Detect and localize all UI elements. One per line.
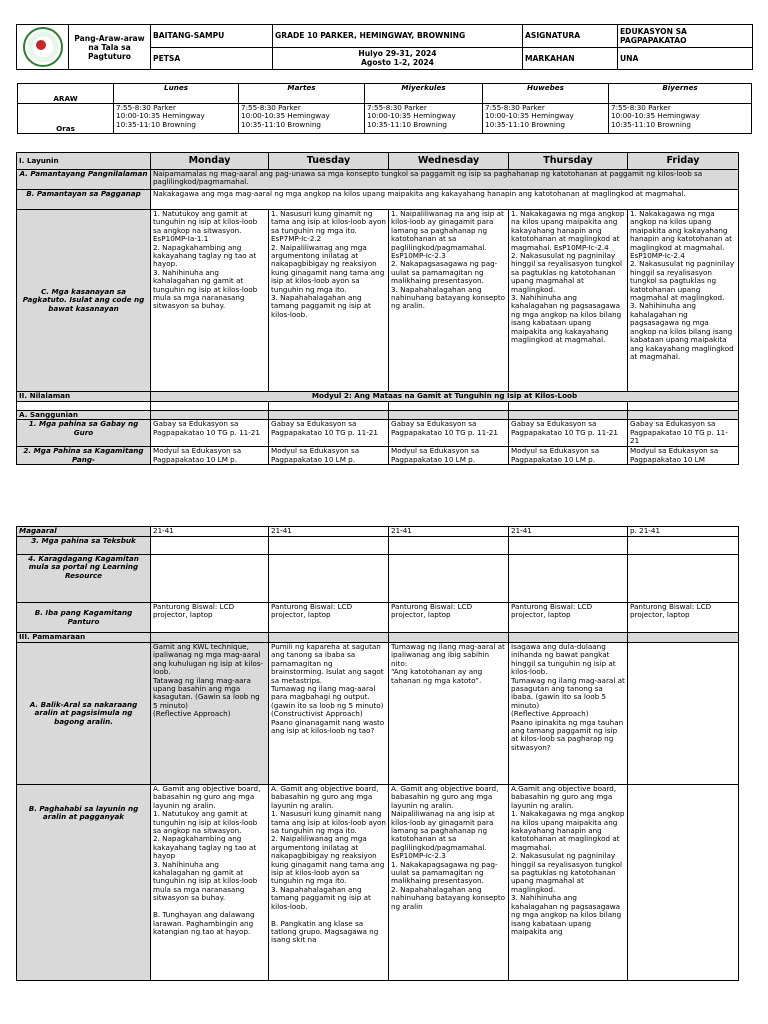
- schedule-day-biyernes: Biyernes: [609, 84, 752, 104]
- nilalaman-title: Modyul 2: Ang Mataas na Gamit at Tunguhin ng Isip at Kilos-Loob: [151, 392, 739, 402]
- balik-aral-cell: Tumawag ng ilang mag-aaral at ipaliwanag ang ibig sabihin nito: “Ang katotohanan ay ang tahanan ng mga katoto”.: [389, 643, 509, 785]
- kasanayan-cell: 1. Naipaliliwanag na ang isip at kilos-loob ay ginagamit para lamang sa paghahanap ng katotohanan at sa paglilingkod/pagmamahal. EsP10MP-Ic-2.3 2. Nakapagsasagawa ng pag-uulat sa pamamagitan ng malikhaing presentasyon. 3. Napahahalagahan ang nahinuhang batayang konsepto ng aralin.: [389, 210, 509, 392]
- karagdagang-label: 4. Karagdagang Kagamitan mula sa portal ng Learning Resource: [17, 555, 151, 603]
- gabay-cell: Gabay sa Edukasyon sa Pagpapakatao 10 TG p. 11-21: [509, 420, 628, 447]
- plan-day-wednesday: Wednesday: [389, 153, 509, 170]
- kagamitan-label-cont: Magaaral: [17, 527, 151, 537]
- quarter-value: UNA: [618, 47, 753, 70]
- pamantayan-pagganap-label: B. Pamantayan sa Pagganap: [17, 190, 151, 210]
- kagamitan-label: 2. Mga Pahina sa Kagamitang Pang-: [17, 447, 151, 465]
- schedule-time: 7:55-8:30 Parker 10:00-10:35 Hemingway 10:35-11:10 Browning: [483, 104, 609, 134]
- schedule-time: 7:55-8:30 Parker 10:00-10:35 Hemingway 10:35-11:10 Browning: [239, 104, 365, 134]
- kagamitan-pages: 21-41: [509, 527, 628, 537]
- time-label: Oras: [18, 104, 114, 134]
- paghahabi-cell: [628, 785, 739, 981]
- schedule-day-lunes: Lunes: [114, 84, 239, 104]
- balik-aral-cell: Pumili ng kapareha at sagutan ang tanong sa ibaba sa pamamagitan ng brainstorming. Isulat ang sagot sa metastrips. Tumawag ng ilang mag-aaral para magbahagi ng output. (gawin ito sa loob ng 5 minuto) (Constructivist Approach) Paano ginanagamit nang wasto ang isip at kilos-loob ng tao?: [269, 643, 389, 785]
- grade-label: BAITANG-SAMPU: [151, 25, 273, 48]
- plan-day-tuesday: Tuesday: [269, 153, 389, 170]
- kagamitan-cell: Modyul sa Edukasyon sa Pagpapakatao 10 LM p.: [509, 447, 628, 465]
- pamantayan-pagganap: Nakakagawa ang mga mag-aaral ng mga angkop na kilos upang maipakita ang kakayahang hanapin ang katotohanan at maglingkod at magmahal.: [151, 190, 739, 210]
- iba-pang-label: B. Iba pang Kagamitang Panturo: [17, 603, 151, 633]
- lesson-plan-table: [16, 152, 739, 465]
- kagamitan-pages: 21-41: [151, 527, 269, 537]
- kagamitan-cell: Modyul sa Edukasyon sa Pagpapakatao 10 LM p.: [151, 447, 269, 465]
- iba-pang-cell: Panturong Biswal: LCD projector, laptop: [269, 603, 389, 633]
- schedule-table: [17, 83, 752, 134]
- date-label: PETSA: [151, 47, 273, 70]
- school-seal-cell: [17, 25, 69, 70]
- schedule-day-miyerkules: Miyerkules: [365, 84, 483, 104]
- pamantayang-pangnilalaman: Naipamamalas ng mag-aaral ang pag-unawa sa mga konsepto tungkol sa paggamit ng isip sa paghahanap ng katotohanan at paggamit ng kilos-loob sa paglilingkod/pagmamahal.: [151, 170, 739, 190]
- paghahabi-cell: A. Gamit ang objective board, babasahin ng guro ang mga layunin ng aralin. 1. Natutukoy ang gamit at tunguhin ng isip at kilos-loob sa angkop na sitwasyon. 2. Napagkahambing ang kakayahang taglay ng tao at hayop 3. Nahihinuha ang kahalagahan ng gamit at tunguhin ng isip at kilos-loob mula sa mga naranasang sitwasyon sa buhay. B. Tunghayan ang dalawang larawan. Paghambingin ang katangian ng tao at hayop.: [151, 785, 269, 981]
- iba-pang-cell: Panturong Biswal: LCD projector, laptop: [151, 603, 269, 633]
- kasanayan-label: C. Mga kasanayan sa Pagkatuto. Isulat ang code ng bawat kasanayan: [17, 210, 151, 392]
- iba-pang-cell: Panturong Biswal: LCD projector, laptop: [628, 603, 739, 633]
- lesson-plan-table-continued: [16, 526, 739, 981]
- gabay-cell: Gabay sa Edukasyon sa Pagpapakatao 10 TG p. 11-21: [151, 420, 269, 447]
- paghahabi-label: B. Paghahabi sa layunin ng aralin at pagganyak: [17, 785, 151, 981]
- schedule-time: 7:55-8:30 Parker 10:00-10:35 Hemingway 10:35-11:10 Browning: [365, 104, 483, 134]
- schedule-time: 7:55-8:30 Parker 10:00-10:35 Hemingway 10:35-11:10 Browning: [114, 104, 239, 134]
- grade-value: GRADE 10 PARKER, HEMINGWAY, BROWNING: [273, 25, 523, 48]
- schedule-day-huwebes: Huwebes: [483, 84, 609, 104]
- kagamitan-pages: 21-41: [389, 527, 509, 537]
- nilalaman-label: II. Nilalaman: [17, 392, 151, 402]
- school-seal-logo: [23, 27, 63, 67]
- kagamitan-cell: Modyul sa Edukasyon sa Pagpapakatao 10 LM: [628, 447, 739, 465]
- iba-pang-cell: Panturong Biswal: LCD projector, laptop: [389, 603, 509, 633]
- pamamaraan-label: III. Pamamaraan: [17, 633, 151, 643]
- subject-value: EDUKASYON SA PAGPAPAKATAO: [618, 25, 753, 48]
- balik-aral-cell: Gamit ang KWL technique, ipaliwanag ng mga mag-aaral ang kuhulugan ng isip at kilos-loob. Tatawag ng ilang mag-aara upang basahin ang mga kasagutan. (Gawin sa loob ng 5 minuto) (Reflective Approach): [151, 643, 269, 785]
- header-table: [16, 24, 753, 70]
- pamantayang-pangnilalaman-label: A. Pamantayang Pangnilalaman: [17, 170, 151, 190]
- schedule-day-martes: Martes: [239, 84, 365, 104]
- schedule-time: 7:55-8:30 Parker 10:00-10:35 Hemingway 10:35-11:10 Browning: [609, 104, 752, 134]
- iba-pang-cell: Panturong Biswal: LCD projector, laptop: [509, 603, 628, 633]
- balik-aral-label: A. Balik-Aral sa nakaraang aralin at pagsisimula ng bagong aralin.: [17, 643, 151, 785]
- plan-day-monday: Monday: [151, 153, 269, 170]
- kasanayan-cell: 1. Natutukoy ang gamit at tunguhin ng isip at kilos-loob sa angkop na sitwasyon. EsP10MP-Ia-1.1 2. Napagkahambing ang kakayahang taglay ng tao at hayop. 3. Nahihinuha ang kahalagahan ng gamit at tunguhin ng isip at kilos-loob mula sa mga naranasang sitwasyon sa buhay.: [151, 210, 269, 392]
- day-label: ARAW: [18, 84, 114, 104]
- paghahabi-cell: A. Gamit ang objective board, babasahin ng guro ang mga layunin ng aralin. 1. Nasusuri kung ginamit nang tama ang isip at kilos-loob ayon sa tunguhin ng mga ito. 2. Naipaliliwanag ang mga argumentong inilatag at nakapagbibigay ng reaksiyon kung ginagamit nang tama ang isip at kilos-loob ayon sa tunguhin ng mga ito. 3. Napahahalagahan ang tamang paggamit ng isip at kilos-loob. B. Pangkatin ang klase sa tatlong grupo. Magsagawa ng isang skit na: [269, 785, 389, 981]
- gabay-cell: Gabay sa Edukasyon sa Pagpapakatao 10 TG p. 11-21: [389, 420, 509, 447]
- gabay-cell: Gabay sa Edukasyon sa Pagpapakatao 10 TG p. 11-21: [628, 420, 739, 447]
- kasanayan-cell: 1. Nasusuri kung ginamit ng tama ang isip at kilos-loob ayon sa tunguhin ng mga ito. EsP7MP-Ic-2.2 2. Naipaliliwanag ang mga argumentong inilatag at nakapagbibigay ng reaksiyon kung ginagamit nang tama ang isip at kilos-loob ayon sa tunguhin ng mga ito. 3. Napahahalagahan ang tamang paggamit ng isip at kilos-loob.: [269, 210, 389, 392]
- gabay-label: 1. Mga pahina sa Gabay ng Guro: [17, 420, 151, 447]
- gabay-cell: Gabay sa Edukasyon sa Pagpapakatao 10 TG p. 11-21: [269, 420, 389, 447]
- layunin-heading: I. Layunin: [17, 153, 151, 170]
- dll-title: Pang-Araw-araw na Tala sa Pagtuturo: [69, 25, 151, 70]
- kagamitan-pages: p. 21-41: [628, 527, 739, 537]
- quarter-label: MARKAHAN: [523, 47, 618, 70]
- kasanayan-cell: 1. Nakakagawa ng mga angkop na kilos upang maipakita ang kakayahang hanapin ang katotohanan at maglingkod at magmahal. EsP10MP-Ic-2.4 2. Nakasusulat ng pagninilay hinggil sa reyalisasyon tungkol sa pagtuklas ng katotohanan upang magmahal at maglingkod. 3. Nahihinuha ang kahalagahan ng pagsasagawa ng mga angkop na kilos bilang isang kabataan upang maipakita ang kakayahang maglingkod at magmahal.: [509, 210, 628, 392]
- kagamitan-cell: Modyul sa Edukasyon sa Pagpapakatao 10 LM p.: [389, 447, 509, 465]
- plan-day-thursday: Thursday: [509, 153, 628, 170]
- kagamitan-cell: Modyul sa Edukasyon sa Pagpapakatao 10 LM p.: [269, 447, 389, 465]
- kagamitan-pages: 21-41: [269, 527, 389, 537]
- kasanayan-cell: 1. Nakakagawa ng mga angkop na kilos upang maipakita ang kakayahang hanapin ang katotohanan at maglingkod at magmahal. EsP10MP-Ic-2.4 2. Nakasusulat ng pagninilay hinggil sa reyalisasyon tungkol sa pagtuklas ng katotohanan upang magmahal at maglingkod. 3. Nahihinuha ang kahalagahan ng pagsasagawa ng mga angkop na kilos bilang isang kabataan upang maipakita ang kakayahang maglingkod at magmahal.: [628, 210, 739, 392]
- paghahabi-cell: A. Gamit ang objective board, babasahin ng guro ang mga layunin ng aralin. Naipaliliwanag na ang isip at kilos-loob ay ginagamit para lamang sa paghahanap ng katotohanan at sa paglilingkod/pagmamahal. EsP10MP-Ic-2.3 1. Nakakapagsagawa ng pag-uulat sa pamamagitan ng malikhaing presentasyon. 2. Napahahalagahan ang nahinuhang batayang konsepto ng aralin: [389, 785, 509, 981]
- sanggunian-label: A. Sanggunian: [17, 411, 151, 420]
- subject-label: ASIGNATURA: [523, 25, 618, 48]
- paghahabi-cell: A.Gamit ang objective board, babasahin ng guro ang mga layunin ng aralin. 1. Nakakagawa ng mga angkop na kilos upang maipakita ang kakayahang hanapin ang katotohanan at maglingkod at magmahal. 2. Nakasusulat ng pagninilay hinggil sa reyalisasyon tungkol sa pagtuklas ng katotohanan upang magmahal at maglingkod. 3. Nahihinuha ang kahalagahan ng pagsasagawa ng mga angkop na kilos bilang isang kabataan upang maipakita ang: [509, 785, 628, 981]
- balik-aral-cell: [628, 643, 739, 785]
- teksbuk-label: 3. Mga pahina sa Teksbuk: [17, 537, 151, 555]
- plan-day-friday: Friday: [628, 153, 739, 170]
- balik-aral-cell: Isagawa ang dula-dulaang inihanda ng bawat pangkat hinggil sa tunguhin ng isip at kilos-loob. Tumawag ng ilang mag-aaral at pasagutan ang tanong sa ibaba. (gawin ito sa loob 5 minuto) (Reflective Approach) Paano ipinakita ng mga tauhan ang tamang paggamit ng isip at kilos-loob sa pagharap ng sitwasyon?: [509, 643, 628, 785]
- date-value: Hulyo 29-31, 2024 Agosto 1-2, 2024: [273, 47, 523, 70]
